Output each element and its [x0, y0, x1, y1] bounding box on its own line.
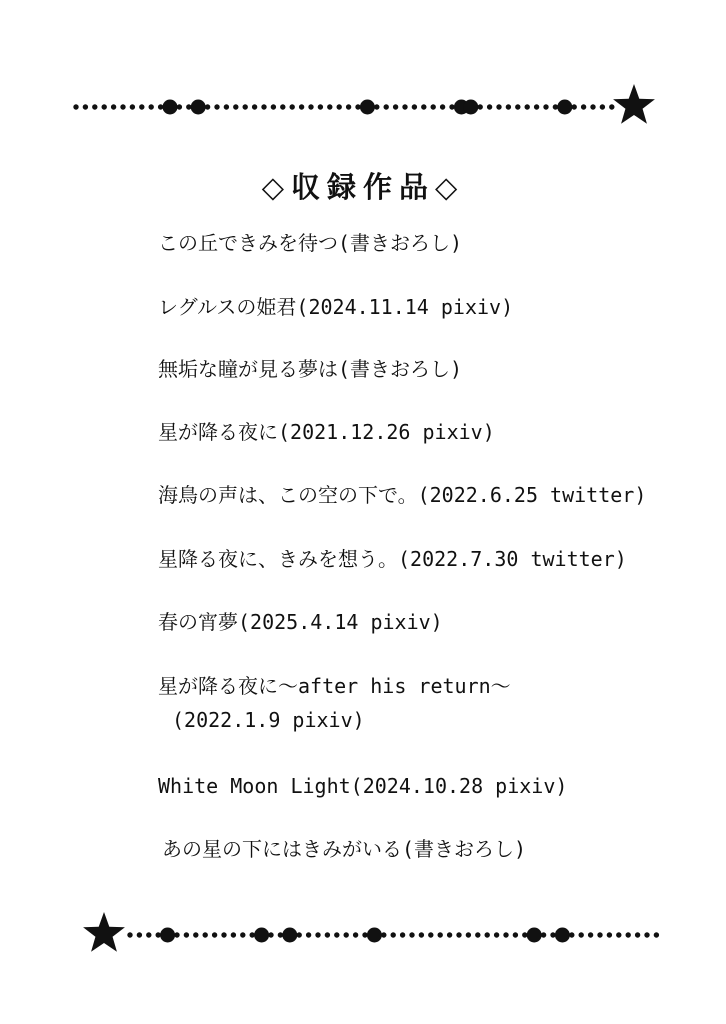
dot-icon	[344, 932, 349, 937]
work-entry	[162, 835, 526, 863]
work-entry	[158, 418, 495, 446]
dot-icon	[325, 932, 330, 937]
work-title: 海鳥の声は、この空の下で。(2022.6.25 twitter)	[158, 483, 647, 507]
dot-icon	[174, 932, 179, 937]
dot-icon	[381, 932, 386, 937]
large-dot-icon	[254, 928, 269, 943]
page-title: ◇収録作品◇	[261, 170, 465, 205]
work-title: 星が降る夜に～after his return～	[158, 674, 511, 698]
dot-icon	[456, 932, 461, 937]
dot-icon	[184, 932, 189, 937]
dot-icon	[137, 932, 142, 937]
dot-icon	[391, 932, 396, 937]
dot-icon	[221, 932, 226, 937]
dot-icon	[146, 932, 151, 937]
dot-icon	[607, 932, 612, 937]
dot-icon	[278, 932, 283, 937]
dot-icon	[231, 932, 236, 937]
bottom-dotted-divider	[0, 904, 726, 964]
dot-icon	[127, 932, 132, 937]
large-dot-icon	[527, 928, 542, 943]
dot-icon	[353, 932, 358, 937]
dot-icon	[156, 932, 161, 937]
work-entry	[158, 481, 646, 509]
work-entry	[158, 672, 511, 734]
work-entry	[158, 545, 627, 573]
dot-icon	[315, 932, 320, 937]
large-dot-icon	[555, 928, 570, 943]
large-dot-icon	[367, 928, 382, 943]
dot-icon	[212, 932, 217, 937]
work-title: 無垢な瞳が見る夢は(書きおろし)	[158, 357, 463, 381]
dot-icon	[203, 932, 208, 937]
work-date: (2022.1.9 pixiv)	[172, 708, 365, 732]
dot-icon	[644, 932, 649, 937]
dot-icon	[428, 932, 433, 937]
dot-icon	[409, 932, 414, 937]
dot-icon	[513, 932, 518, 937]
dot-icon	[268, 932, 273, 937]
dot-icon	[447, 932, 452, 937]
dot-icon	[362, 932, 367, 937]
dot-icon	[588, 932, 593, 937]
dot-icon	[597, 932, 602, 937]
dot-icon	[579, 932, 584, 937]
dot-icon	[297, 932, 302, 937]
work-title: 星降る夜に、きみを想う。(2022.7.30 twitter)	[158, 547, 627, 571]
dot-icon	[494, 932, 499, 937]
work-title: 春の宵夢(2025.4.14 pixiv)	[158, 610, 443, 634]
large-dot-icon	[160, 928, 175, 943]
dot-icon	[193, 932, 198, 937]
dot-icon	[626, 932, 631, 937]
dot-icon	[306, 932, 311, 937]
dot-icon	[466, 932, 471, 937]
work-entry	[158, 608, 443, 636]
work-title: この丘できみを待つ(書きおろし)	[158, 231, 463, 255]
dot-icon	[485, 932, 490, 937]
dot-icon	[250, 932, 255, 937]
dot-icon	[334, 932, 339, 937]
star-icon	[83, 912, 125, 952]
work-title: レグルスの姫君(2024.11.14 pixiv)	[158, 295, 514, 319]
dot-icon	[419, 932, 424, 937]
dot-icon	[522, 932, 527, 937]
work-title: 星が降る夜に(2021.12.26 pixiv)	[158, 420, 495, 444]
work-entry	[158, 293, 513, 321]
dot-icon	[503, 932, 508, 937]
dot-icon	[400, 932, 405, 937]
dot-icon	[438, 932, 443, 937]
dot-icon	[475, 932, 480, 937]
work-title: White Moon Light(2024.10.28 pixiv)	[158, 774, 568, 798]
dot-icon	[616, 932, 621, 937]
bottom-divider-graphic	[0, 904, 726, 964]
dot-icon	[654, 932, 659, 937]
dot-icon	[240, 932, 245, 937]
large-dot-icon	[282, 928, 297, 943]
dot-icon	[541, 932, 546, 937]
work-title: あの星の下にはきみがいる(書きおろし)	[162, 837, 527, 861]
work-entry	[158, 229, 462, 257]
dot-icon	[569, 932, 574, 937]
work-entry	[158, 772, 567, 800]
work-entry	[158, 355, 462, 383]
dot-icon	[635, 932, 640, 937]
dot-icon	[550, 932, 555, 937]
